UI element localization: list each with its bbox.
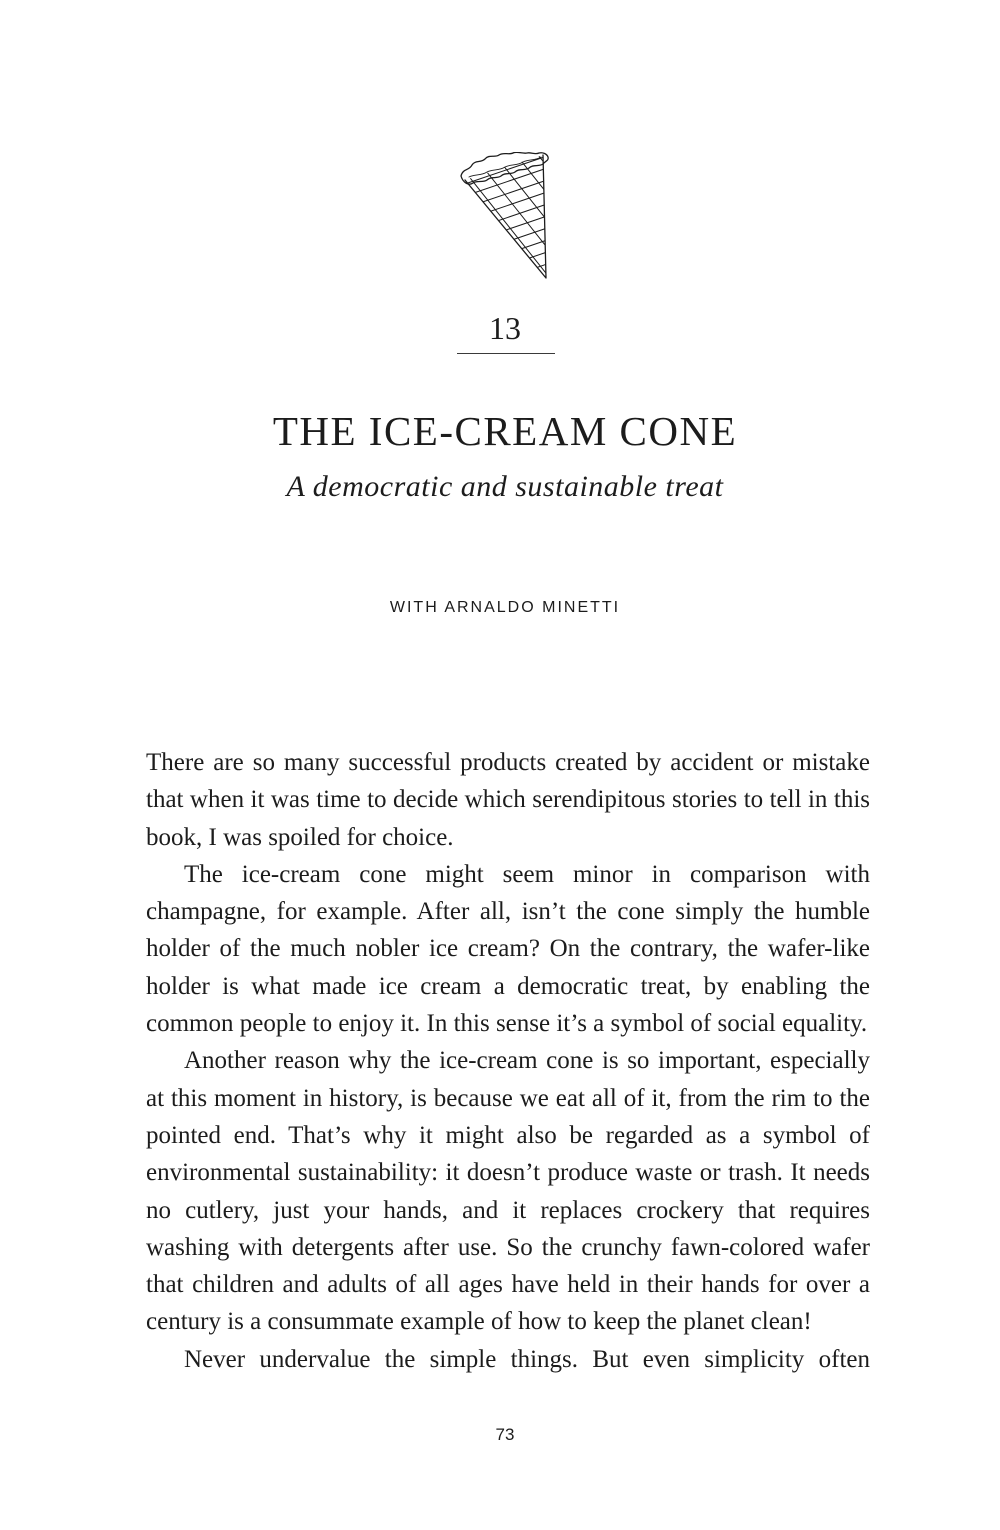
chapter-number-rule [457,353,555,354]
body-paragraph: There are so many successful products created by accident or mistake that when it was time to decide which serendipitous stories to tell in this book, I was spoiled for choice. [146,749,870,851]
chapter-subtitle: A democratic and sustainable treat [286,470,724,503]
chapter-title: THE ICE-CREAM CONE [272,408,738,454]
body-paragraph: Never undervalue the simple things. But even simplicity often [184,1345,870,1373]
chapter-number: 13 [489,310,521,346]
body-paragraph: The ice-cream cone might seem minor in comparison with champagne, for example. After all, isn’t the cone simply the humble holder of the much nobler ice cream? On the contrary, the wafer-like holder is what made ice cream a democratic treat, by enabling the common people to enjoy it. In this sense it’s a symbol of social equality. [146,860,870,1038]
chapter-byline: WITH ARNALDO MINETTI [389,599,621,616]
ice-cream-cone-icon [455,152,555,282]
body-text [146,744,870,1378]
page-number: 73 [495,1425,515,1444]
body-paragraph: Another reason why the ice-cream cone is so important, especially at this moment in history, is because we eat all of it, from the rim to the pointed end. That’s why it might also be regarded as a symbol of environmental sustainability: it doesn’t produce waste or trash. It needs no cutlery, just your hands, and it replaces crockery that requires washing with detergents after use. So the crunchy fawn-colored wafer that children and adults of all ages have held in their hands for over a century is a consummate example of how to keep the planet clean! [146,1047,870,1336]
